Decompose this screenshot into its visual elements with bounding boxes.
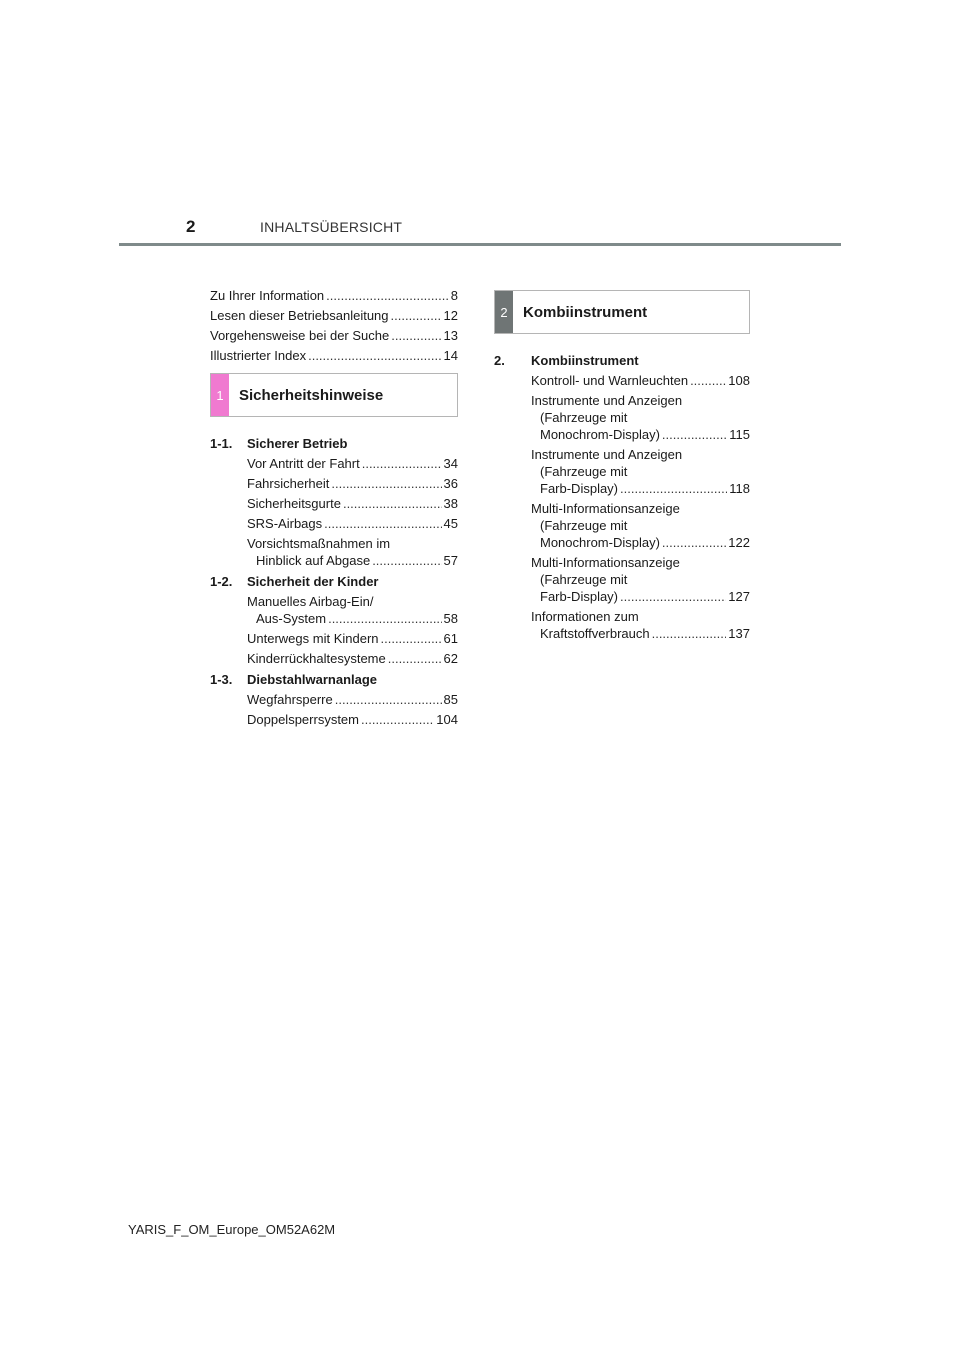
toc-entry[interactable] (531, 392, 750, 443)
toc-left-column (210, 287, 458, 731)
toc-section (210, 671, 458, 728)
toc-entry[interactable] (531, 372, 750, 389)
toc-entry-link[interactable] (531, 588, 750, 605)
entry-label-line: Multi-Informationsanzeige (531, 501, 680, 516)
toc-entry[interactable] (247, 593, 458, 627)
dot-leader (690, 372, 726, 389)
entry-label-line: Instrumente und Anzeigen (531, 393, 683, 408)
toc-entry-link[interactable] (531, 480, 750, 497)
entry-label-line: (Fahrzeuge mit (540, 410, 628, 425)
entry-label: Vor Antritt der Fahrt (247, 456, 360, 471)
section-title: Sicherheit der Kinder (247, 574, 379, 589)
entry-label: Sicherheitsgurte (247, 496, 341, 511)
section-title: Sicherer Betrieb (247, 436, 348, 451)
entry-label: Farb-Display) (540, 589, 619, 604)
chapter-title-2: Kombiinstrument (523, 303, 648, 321)
toc-section (494, 352, 750, 642)
chapter-box-2[interactable] (494, 290, 750, 334)
toc-entry-link[interactable] (210, 347, 458, 364)
entry-page-number: 62 (443, 651, 458, 666)
entry-page-number: 61 (443, 631, 458, 646)
toc-entry[interactable] (247, 650, 458, 667)
dot-leader (652, 625, 727, 642)
entry-label-line: Vorsichtsmaßnahmen im (247, 536, 391, 551)
dot-leader (620, 588, 726, 605)
section-number: 1-2. (210, 574, 233, 589)
toc-entry-link[interactable] (247, 455, 458, 472)
entry-label: Monochrom-Display) (540, 427, 660, 442)
toc-entry[interactable] (247, 475, 458, 492)
toc-entry[interactable] (247, 535, 458, 569)
entry-label: Illustrierter Index (210, 348, 307, 363)
dot-leader (328, 610, 441, 627)
section-entries (210, 691, 458, 728)
entry-label-line: Informationen zum (531, 609, 639, 624)
toc-right-column (494, 290, 750, 645)
entry-page-number: 108 (728, 373, 750, 388)
entry-label: Kinderrückhaltesysteme (247, 651, 386, 666)
toc-entry-link[interactable] (247, 691, 458, 708)
toc-section (210, 573, 458, 667)
dot-leader (381, 630, 442, 647)
dot-leader (343, 495, 442, 512)
chapter-title-1: Sicherheitshinweise (239, 386, 384, 404)
dot-leader (372, 552, 441, 569)
entry-page-number: 118 (729, 481, 750, 496)
entry-page-number: 127 (728, 589, 750, 604)
header-rule (119, 243, 841, 246)
section-heading (210, 671, 458, 688)
entry-label-line: (Fahrzeuge mit (540, 464, 628, 479)
entry-page-number: 34 (443, 456, 458, 471)
toc-entry-link[interactable] (531, 534, 750, 551)
entry-label: Zu Ihrer Information (210, 288, 325, 303)
entry-label: Monochrom-Display) (540, 535, 660, 550)
entry-label: Vorgehensweise bei der Suche (210, 328, 390, 343)
entry-label-line: (Fahrzeuge mit (540, 572, 628, 587)
toc-entry[interactable] (531, 608, 750, 642)
entry-label: Farb-Display) (540, 481, 619, 496)
entry-page-number: 57 (443, 553, 458, 568)
entry-page-number: 58 (443, 611, 458, 626)
entry-label: Kraftstoffverbrauch (540, 626, 650, 641)
toc-entry[interactable] (247, 495, 458, 512)
dot-leader (331, 475, 441, 492)
section-heading (210, 435, 458, 452)
entry-page-number: 36 (443, 476, 458, 491)
page-number: 2 (186, 217, 196, 236)
section-number: 1-1. (210, 436, 233, 451)
toc-entry-link[interactable] (247, 552, 458, 569)
entry-label-line: Manuelles Airbag-Ein/ (247, 594, 374, 609)
entry-page-number: 85 (443, 692, 458, 707)
chapter-tab-2: 2 (495, 291, 513, 333)
toc-entry-link[interactable] (247, 495, 458, 512)
chapter1-sections (210, 435, 458, 728)
toc-entry[interactable] (247, 455, 458, 472)
toc-entry-link[interactable] (210, 307, 458, 324)
entry-page-number: 13 (443, 328, 458, 343)
section-heading (210, 573, 458, 590)
dot-leader (391, 327, 441, 344)
toc-entry-link[interactable] (247, 650, 458, 667)
dot-leader (388, 650, 442, 667)
dot-leader (361, 711, 434, 728)
dot-leader (335, 691, 442, 708)
entry-page-number: 45 (443, 516, 458, 531)
toc-entry-link[interactable] (531, 372, 750, 389)
entry-page-number: 122 (728, 535, 750, 550)
entry-label: Lesen dieser Betriebsanleitung (210, 308, 389, 323)
entry-label: Wegfahrsperre (247, 692, 333, 707)
section-number: 2. (494, 353, 505, 368)
entry-label-line: (Fahrzeuge mit (540, 518, 628, 533)
toc-entry-link[interactable] (247, 515, 458, 532)
section-heading (494, 352, 750, 369)
dot-leader (662, 534, 726, 551)
toc-entry[interactable] (531, 500, 750, 551)
entry-label: Kontroll- und Warnleuchten (531, 373, 689, 388)
document-code: YARIS_F_OM_Europe_OM52A62M (128, 1222, 336, 1237)
entry-page-number: 8 (450, 288, 458, 303)
section-entries (210, 455, 458, 569)
toc-entry[interactable] (247, 515, 458, 532)
chapter-box-1[interactable] (210, 373, 458, 417)
dot-leader (326, 287, 449, 304)
entry-label: Aus-System (256, 611, 327, 626)
dot-leader (324, 515, 441, 532)
entry-page-number: 115 (729, 427, 750, 442)
dot-leader (308, 347, 441, 364)
section-entries (494, 372, 750, 642)
chapter-tab-1: 1 (211, 374, 229, 416)
section-number: 1-3. (210, 672, 233, 687)
entry-label: Hinblick auf Abgase (256, 553, 371, 568)
entry-label: Unterwegs mit Kindern (247, 631, 379, 646)
entry-label: Fahrsicherheit (247, 476, 330, 491)
dot-leader (620, 480, 727, 497)
toc-entry-link[interactable] (247, 610, 458, 627)
toc-entry[interactable] (247, 711, 458, 728)
toc-entry[interactable] (531, 554, 750, 605)
toc-entry[interactable] (247, 630, 458, 647)
section-title: Kombiinstrument (531, 353, 639, 368)
entry-page-number: 137 (728, 626, 750, 641)
toc-entry-link[interactable] (531, 625, 750, 642)
dot-leader (362, 455, 442, 472)
toc-entry-link[interactable] (210, 287, 458, 304)
dot-leader (391, 307, 442, 324)
toc-entry-link[interactable] (531, 426, 750, 443)
dot-leader (662, 426, 727, 443)
toc-entry-link[interactable] (247, 711, 458, 728)
entry-page-number: 14 (443, 348, 458, 363)
toc-entry-link[interactable] (247, 630, 458, 647)
entry-page-number: 12 (443, 308, 458, 323)
toc-entry-link[interactable] (210, 327, 458, 344)
entry-page-number: 38 (443, 496, 458, 511)
section-entries (210, 593, 458, 667)
toc-entry[interactable] (531, 446, 750, 497)
chapter2-sections (494, 352, 750, 642)
section-title: Diebstahlwarnanlage (247, 672, 378, 687)
toc-entry[interactable] (247, 691, 458, 708)
entry-label: SRS-Airbags (247, 516, 323, 531)
entry-page-number: 104 (436, 712, 458, 727)
intro-list (210, 287, 458, 364)
page-title: INHALTSÜBERSICHT (260, 219, 403, 235)
entry-label-line: Instrumente und Anzeigen (531, 447, 683, 462)
entry-label-line: Multi-Informationsanzeige (531, 555, 680, 570)
toc-entry-link[interactable] (247, 475, 458, 492)
entry-label: Doppelsperrsystem (247, 712, 359, 727)
toc-section (210, 435, 458, 569)
